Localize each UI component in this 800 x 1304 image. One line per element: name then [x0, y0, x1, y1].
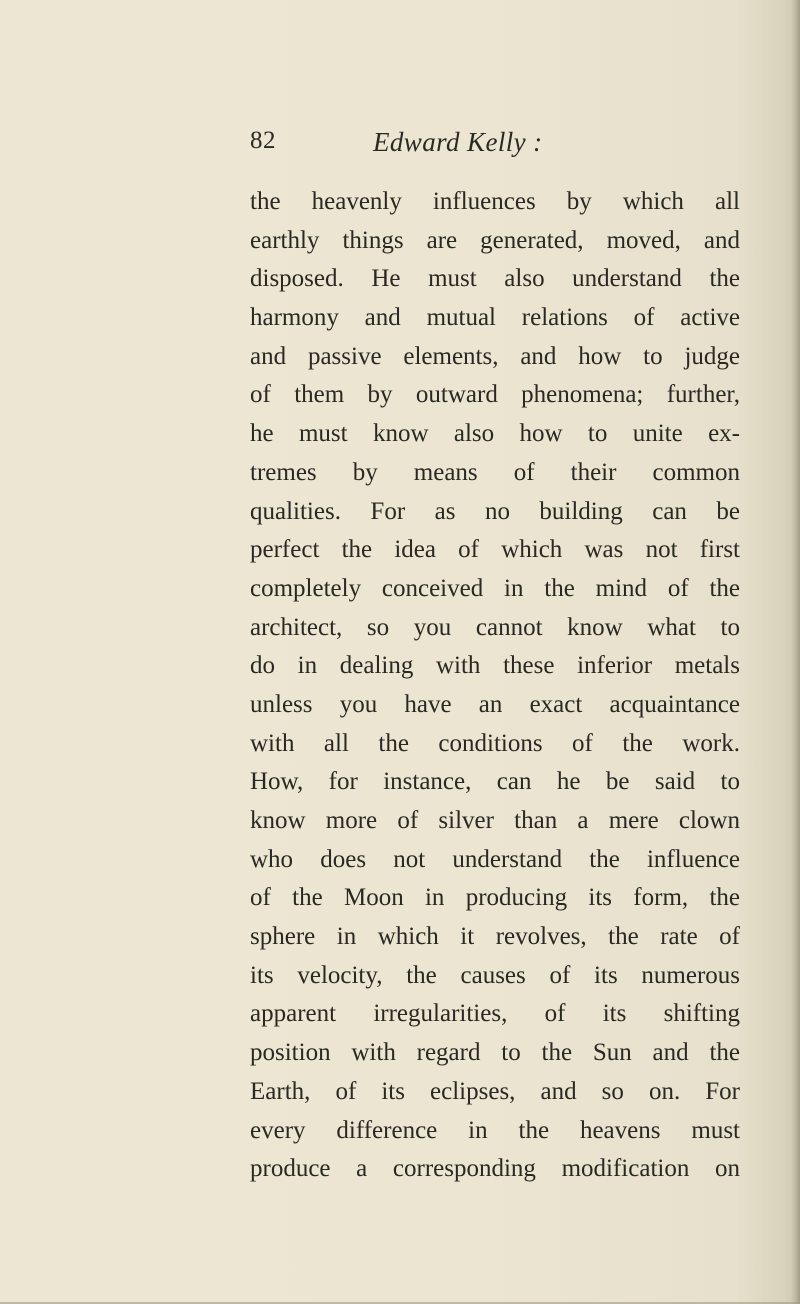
text-line: of the Moon in producing its form, the [250, 884, 740, 912]
text-line: who does not understand the influence [250, 845, 740, 873]
text-line: its velocity, the causes of its numerous [250, 961, 740, 989]
text-line: perfect the idea of which was not first [250, 536, 740, 564]
text-line: How, for instance, can he be said to [250, 768, 740, 796]
page-header [250, 127, 590, 163]
body-text [250, 183, 740, 1189]
text-line: do in dealing with these inferior metals [250, 652, 740, 680]
text-line: qualities. For as no building can be [250, 497, 740, 525]
text-line: harmony and mutual relations of active [250, 304, 740, 332]
text-line: the heavenly influences by which all [250, 188, 740, 215]
text-line: disposed. He must also understand the [250, 265, 740, 293]
text-line: architect, so you cannot know what to [250, 613, 740, 641]
running-head: Edward Kelly : [373, 127, 543, 157]
text-line: and passive elements, and how to judge [250, 342, 740, 370]
text-line: apparent irregularities, of its shifting [250, 1000, 740, 1028]
text-line: of them by outward phenomena; further, [250, 381, 740, 409]
text-line: completely conceived in the mind of the [250, 574, 740, 602]
text-line: earthly things are generated, moved, and [250, 226, 740, 254]
text-line: produce a corresponding modification on [250, 1155, 740, 1183]
text-line: tremes by means of their common [250, 458, 740, 486]
text-line: Earth, of its eclipses, and so on. For [250, 1077, 740, 1105]
text-line: every difference in the heavens must [250, 1116, 740, 1144]
text-line: with all the conditions of the work. [250, 729, 740, 757]
text-line: position with regard to the Sun and the [250, 1039, 740, 1067]
text-line: unless you have an exact acquaintance [250, 690, 740, 718]
text-line: he must know also how to unite ex- [250, 420, 740, 448]
text-line: know more of silver than a mere clown [250, 807, 740, 834]
text-line: sphere in which it revolves, the rate of [250, 923, 740, 951]
page-edge-shadow [790, 0, 800, 1304]
page-number: 82 [250, 127, 276, 154]
